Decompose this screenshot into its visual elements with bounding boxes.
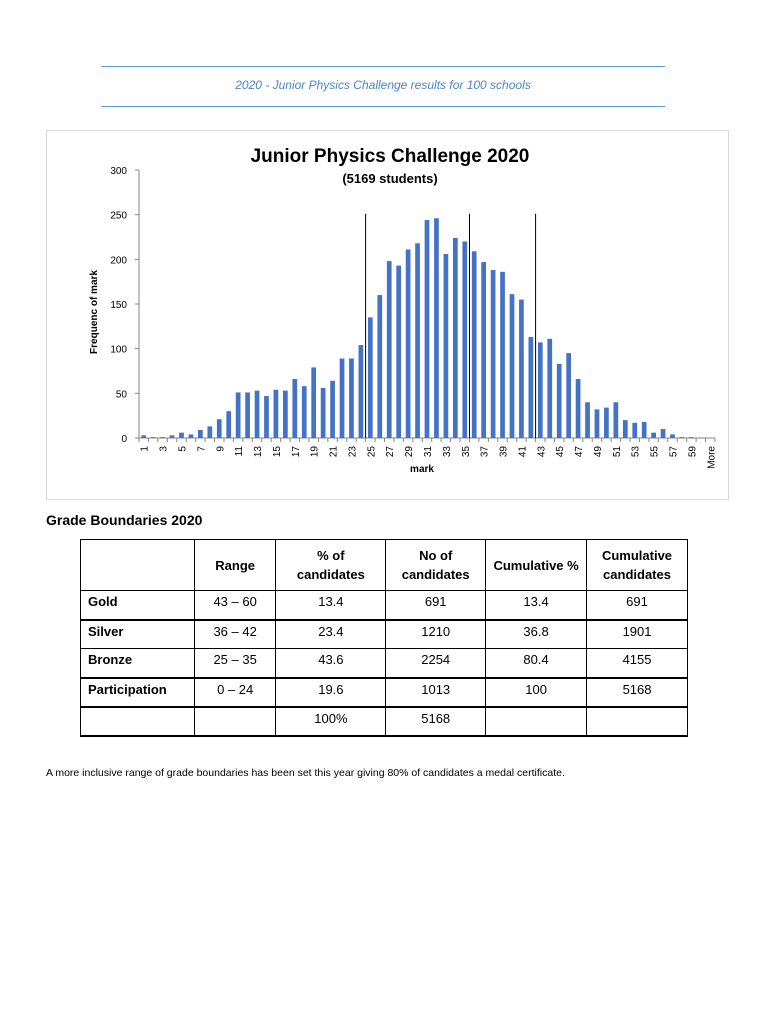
grade-percent: 23.4 [276, 620, 386, 649]
histogram-bar [274, 390, 279, 438]
histogram-chart [46, 130, 729, 500]
grade-cum-count: 4155 [587, 649, 688, 678]
grade-name: Gold [81, 591, 195, 620]
x-tick-label: 1 [139, 446, 151, 452]
histogram-bar [236, 392, 241, 438]
histogram-bar [500, 272, 505, 438]
histogram-bar [255, 391, 260, 438]
histogram-bar [387, 261, 392, 438]
histogram-bar [642, 422, 647, 438]
histogram-bar [207, 426, 212, 438]
x-tick-label: 45 [555, 446, 567, 458]
x-tick-label: 37 [479, 446, 491, 458]
total-cum-percent [486, 707, 587, 736]
x-tick-label: 35 [460, 446, 472, 458]
grade-cum-count: 1901 [587, 620, 688, 649]
x-tick-label: 39 [498, 446, 510, 458]
header-cell-range: Range [194, 540, 276, 591]
histogram-bar [425, 220, 430, 438]
histogram-bar [406, 250, 411, 438]
histogram-bar [689, 437, 694, 438]
histogram-bar [632, 423, 637, 438]
histogram-bar [217, 419, 222, 438]
histogram-bar [311, 367, 316, 438]
histogram-bar [613, 402, 618, 438]
grade-count: 1013 [386, 678, 486, 707]
page-header-title: 2020 - Junior Physics Challenge results for 100 schools [235, 78, 531, 92]
histogram-bar [491, 270, 496, 438]
grade-range: 36 – 42 [194, 620, 276, 649]
x-tick-label: 51 [611, 446, 623, 458]
histogram-bar [510, 294, 515, 438]
table-row [81, 649, 688, 678]
histogram-bar [538, 342, 543, 438]
x-tick-label: 23 [347, 446, 359, 458]
histogram-bar [444, 254, 449, 438]
histogram-bar [604, 408, 609, 438]
histogram-bar [179, 433, 184, 438]
x-tick-label: 19 [309, 446, 321, 458]
histogram-bar [349, 358, 354, 438]
grade-cum-percent: 36.8 [486, 620, 587, 649]
y-tick-label: 250 [110, 210, 127, 222]
x-tick-label: 41 [517, 446, 529, 458]
grade-cum-percent: 80.4 [486, 649, 587, 678]
y-axis-label: Frequenc of mark [89, 270, 100, 354]
histogram-bar [595, 409, 600, 438]
grade-name: Bronze [81, 649, 195, 678]
x-tick-label: 49 [592, 446, 604, 458]
x-tick-label: 33 [441, 446, 453, 458]
x-tick-label: 27 [385, 446, 397, 458]
chart-subtitle: (5169 students) [342, 171, 438, 186]
y-tick-label: 100 [110, 344, 127, 356]
grade-cum-percent: 100 [486, 678, 587, 707]
x-tick-label: 25 [366, 446, 378, 458]
histogram-bar [680, 437, 685, 438]
histogram-svg [47, 131, 730, 501]
grade-percent: 43.6 [276, 649, 386, 678]
x-tick-label: 57 [668, 446, 680, 458]
x-tick-label: 17 [290, 446, 302, 458]
x-tick-label: 9 [215, 446, 227, 452]
grade-cum-percent: 13.4 [486, 591, 587, 620]
grade-range: 43 – 60 [194, 591, 276, 620]
histogram-bar [670, 434, 675, 438]
table-row-total [81, 707, 688, 736]
histogram-bar [359, 345, 364, 438]
histogram-bar [661, 429, 666, 438]
chart-title: Junior Physics Challenge 2020 [250, 146, 530, 167]
x-tick-label: 5 [177, 446, 189, 452]
x-tick-label: 3 [158, 446, 170, 452]
histogram-bar [557, 364, 562, 438]
histogram-bar [481, 262, 486, 438]
y-tick-label: 150 [110, 300, 127, 311]
total-range [194, 707, 276, 736]
histogram-bar [160, 437, 165, 438]
header-rule-bottom [101, 106, 665, 107]
x-tick-label: More [706, 446, 718, 469]
grade-name: Participation [81, 678, 195, 707]
header-cell-percent: % of candidates [276, 540, 386, 591]
x-tick-label: 21 [328, 446, 340, 458]
grade-boundaries-table [80, 539, 688, 737]
histogram-bar [321, 388, 326, 438]
grade-percent: 19.6 [276, 678, 386, 707]
x-tick-label: 7 [196, 446, 208, 452]
histogram-bar [566, 353, 571, 438]
grade-range: 25 – 35 [194, 649, 276, 678]
histogram-bar [368, 317, 373, 438]
total-cum-count [587, 707, 688, 736]
y-tick-label: 300 [110, 166, 127, 177]
y-tick-label: 0 [121, 434, 127, 445]
histogram-bar [415, 243, 420, 438]
x-tick-label: 47 [574, 446, 586, 458]
y-tick-label: 200 [110, 255, 127, 267]
histogram-bar [292, 379, 297, 438]
histogram-bar [189, 434, 194, 438]
grade-count: 1210 [386, 620, 486, 649]
histogram-bar [585, 402, 590, 438]
histogram-bar [519, 300, 524, 438]
y-tick-label: 50 [115, 389, 127, 401]
histogram-bar [170, 435, 175, 438]
histogram-bar [377, 295, 382, 438]
header-cell-blank [81, 540, 195, 591]
table-row [81, 678, 688, 707]
histogram-bar [651, 433, 656, 438]
histogram-bar [623, 420, 628, 438]
histogram-bar [434, 218, 439, 438]
histogram-bar [198, 430, 203, 438]
footnote: A more inclusive range of grade boundaries has been set this year giving 80% of candidates a medal certificate. [46, 767, 565, 779]
x-tick-label: 31 [423, 446, 434, 458]
grade-count: 2254 [386, 649, 486, 678]
header-rule-top [101, 66, 665, 67]
table-row [81, 620, 688, 649]
header-cell-cum-count: Cumulative candidates [587, 540, 688, 591]
histogram-bar [462, 241, 467, 438]
total-count: 5168 [386, 707, 486, 736]
grade-percent: 13.4 [276, 591, 386, 620]
grade-cum-count: 5168 [587, 678, 688, 707]
table-header-row [81, 540, 688, 591]
grade-boundaries-heading: Grade Boundaries 2020 [46, 512, 203, 528]
x-axis-label: mark [410, 464, 434, 475]
x-tick-label: 59 [687, 446, 699, 458]
histogram-bar [529, 337, 534, 438]
table-row [81, 591, 688, 620]
histogram-bar [245, 392, 250, 438]
histogram-bar [576, 379, 581, 438]
histogram-bar [547, 339, 552, 438]
histogram-bar [264, 396, 269, 438]
header-cell-cum-percent: Cumulative % [486, 540, 587, 591]
histogram-bar [226, 411, 231, 438]
total-label [81, 707, 195, 736]
x-tick-label: 29 [404, 446, 416, 458]
x-tick-label: 11 [234, 446, 246, 457]
histogram-bar [141, 435, 146, 438]
x-tick-label: 13 [253, 446, 265, 458]
histogram-bar [283, 391, 288, 438]
histogram-bar [302, 386, 307, 438]
grade-name: Silver [81, 620, 195, 649]
x-tick-label: 15 [271, 446, 283, 458]
histogram-bar [151, 437, 156, 438]
histogram-bar [472, 251, 477, 438]
x-tick-label: 53 [630, 446, 642, 458]
header-cell-count: No of candidates [386, 540, 486, 591]
x-tick-label: 43 [536, 446, 548, 458]
grade-range: 0 – 24 [194, 678, 276, 707]
histogram-bar [340, 358, 345, 438]
histogram-bar [396, 266, 401, 438]
x-tick-label: 55 [649, 446, 661, 458]
histogram-bar [330, 381, 335, 438]
histogram-bar [453, 238, 458, 438]
grade-cum-count: 691 [587, 591, 688, 620]
total-percent: 100% [276, 707, 386, 736]
grade-count: 691 [386, 591, 486, 620]
